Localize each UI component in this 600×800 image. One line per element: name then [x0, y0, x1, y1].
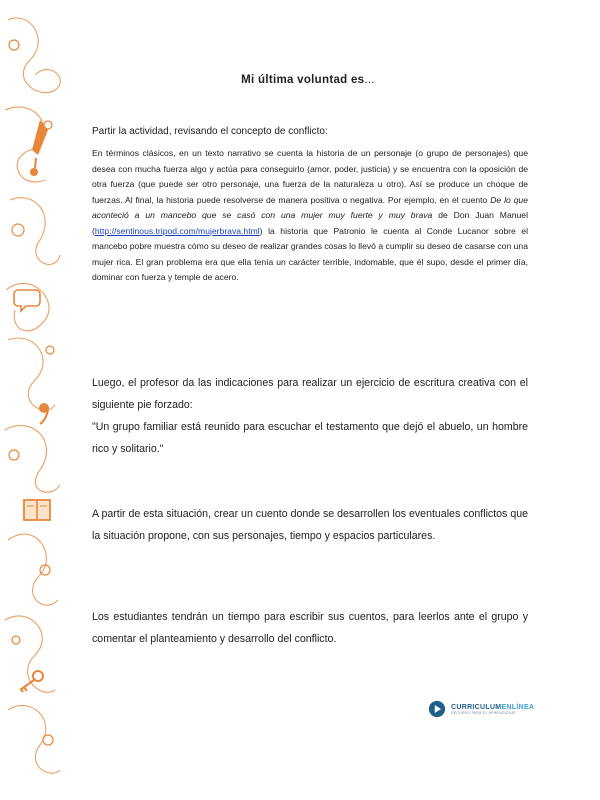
logo-text-part1: CURRICULUM: [451, 703, 502, 711]
pen-nib-icon: [30, 120, 48, 176]
paragraph1-part1: En términos clásicos, en un texto narrativo se cuenta la historia de un personaje (o grupo de personajes) que desea con mucha fuerza algo y actúa para conseguirlo (amor, poder, justicia) y se encuentra con la oposición de otra fuerza (que puede ser otro personaje, una fuerza de la naturaleza u otro). Así se produce un choque de fuerzas. Al final, la historia puede resolverse de manera positiva o negativa. Por ejemplo, en el cuento: [92, 148, 528, 205]
conflict-paragraph: [92, 146, 528, 286]
key-icon: [20, 671, 43, 692]
task-paragraph: A partir de esta situación, crear un cuento donde se desarrollen los eventuales conflictos que la situación propone, con sus personajes, tiempo y espacios particulares.: [92, 508, 528, 542]
quote-mark-icon: [39, 403, 49, 424]
page-title: [88, 74, 528, 86]
title-ellipsis: ...: [364, 74, 375, 86]
story-link[interactable]: http://sentinous.tripod.com/mujerbrava.html: [94, 225, 260, 236]
title-text: Mi última voluntad es: [241, 74, 365, 86]
open-book-icon: [24, 500, 50, 520]
instructions-text: Luego, el profesor da las indicaciones para realizar un ejercicio de escritura creativa con el siguiente pie forzado:: [92, 377, 528, 411]
play-circle-icon: [428, 700, 446, 718]
story-title: De lo que aconteció a un mancebo que se casó con una mujer muy fuerte y muy brava: [92, 194, 528, 220]
decorative-swirl-border: [0, 0, 70, 800]
logo-subtext: RECURSO PARA EL APRENDIZAJE: [451, 710, 516, 715]
sharing-paragraph: Los estudiantes tendrán un tiempo para escribir sus cuentos, para leerlos ante el grupo y comentar el planteamiento y desarrollo del conflicto.: [92, 611, 528, 645]
paragraph1-part3: ) la historia que Patronio le cuenta al Conde Lucanor sobre el mancebo pobre muestra cómo su deseo de realizar grandes cosas lo llevó a cumplir su deseo de casarse con una mujer rica. El gran problema era que ella tenía un carácter terrible, indomable, que él supo, desde el primer día, dominar con fuerza y temple de acero.: [92, 225, 528, 282]
instructions-paragraph: [92, 372, 528, 460]
intro-line: Partir la actividad, revisando el concepto de conflicto:: [92, 126, 328, 137]
logo-text-part2: ENLÍNEA: [501, 703, 535, 711]
forced-prompt-quote: "Un grupo familiar está reunido para escuchar el testamento que dejó el abuelo, un hombre rico y solitario.": [92, 421, 528, 455]
speech-bubble-icon: [14, 290, 40, 311]
curriculum-logo: [428, 700, 534, 718]
paragraph1-part2: de Don Juan Manuel (: [92, 210, 528, 236]
